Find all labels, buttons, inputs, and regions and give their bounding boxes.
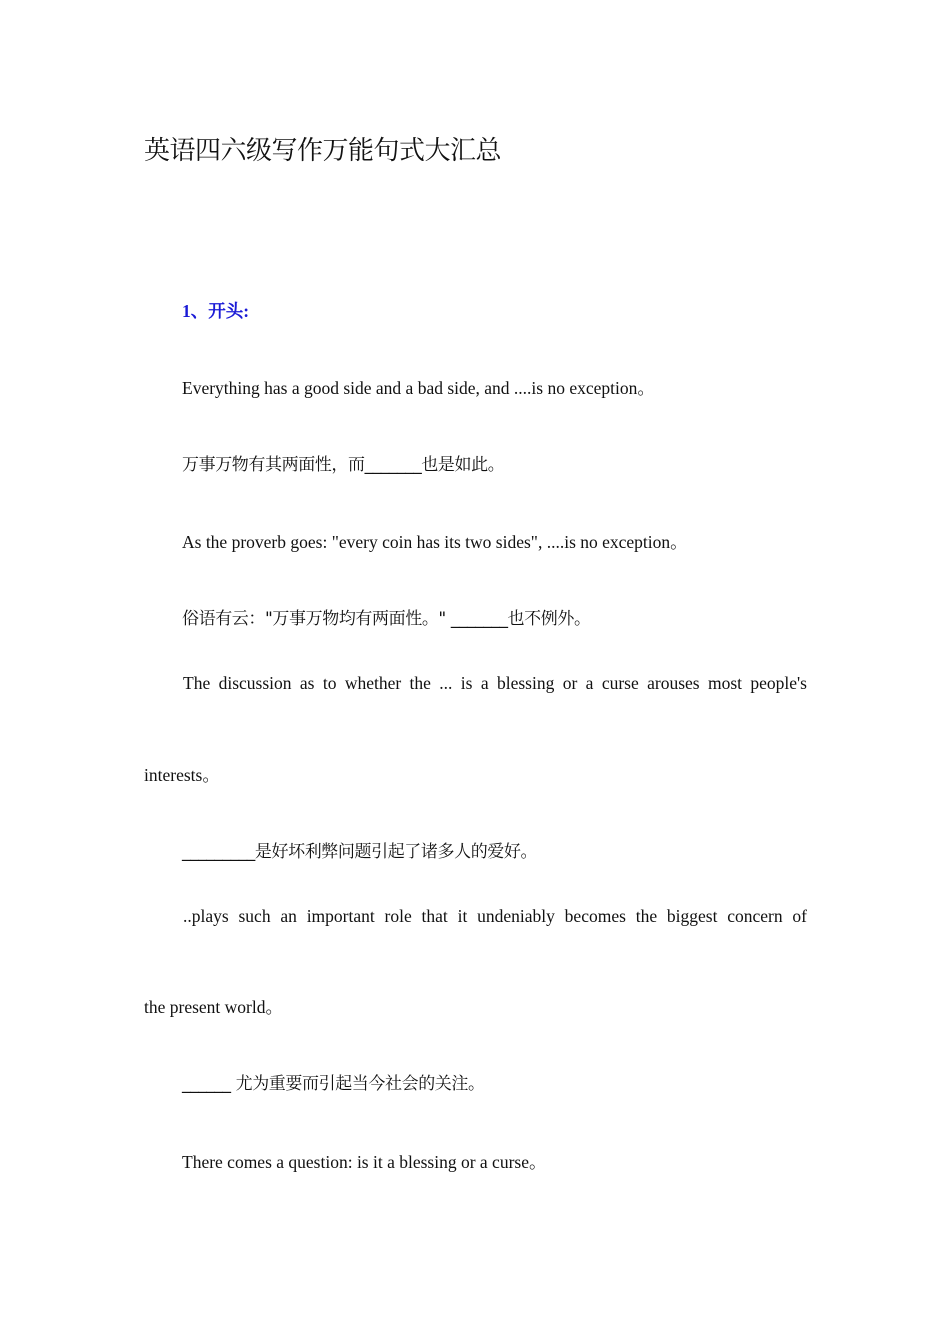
text-line-4: 俗语有云："万事万物均有两面性。" _______也不例外。 <box>182 609 591 629</box>
text-line-10: ______ 尤为重要而引起当今社会的关注。 <box>182 1074 485 1094</box>
text-line-6: interests。 <box>144 765 220 785</box>
text-line-7: _________是好坏利弊问题引起了诸多人的爱好。 <box>182 842 538 862</box>
text-line-3: As the proverb goes: "every coin has its two sides", ....is no exception。 <box>182 532 688 552</box>
text-line-5: The discussion as to whether the ... is a blessing or a curse arouses most people's <box>183 673 807 693</box>
text-line-9: the present world。 <box>144 997 283 1017</box>
text-line-11: There comes a question: is it a blessing or a curse。 <box>182 1152 547 1172</box>
document-title: 英语四六级写作万能句式大汇总 <box>144 136 502 166</box>
text-line-2: 万事万物有其两面性，而_______也是如此。 <box>182 455 505 475</box>
text-line-8: ..plays such an important role that it undeniably becomes the biggest concern of <box>183 906 807 926</box>
text-line-1: Everything has a good side and a bad side, and ....is no exception。 <box>182 378 655 398</box>
section-heading: 1、开头: <box>182 301 250 321</box>
